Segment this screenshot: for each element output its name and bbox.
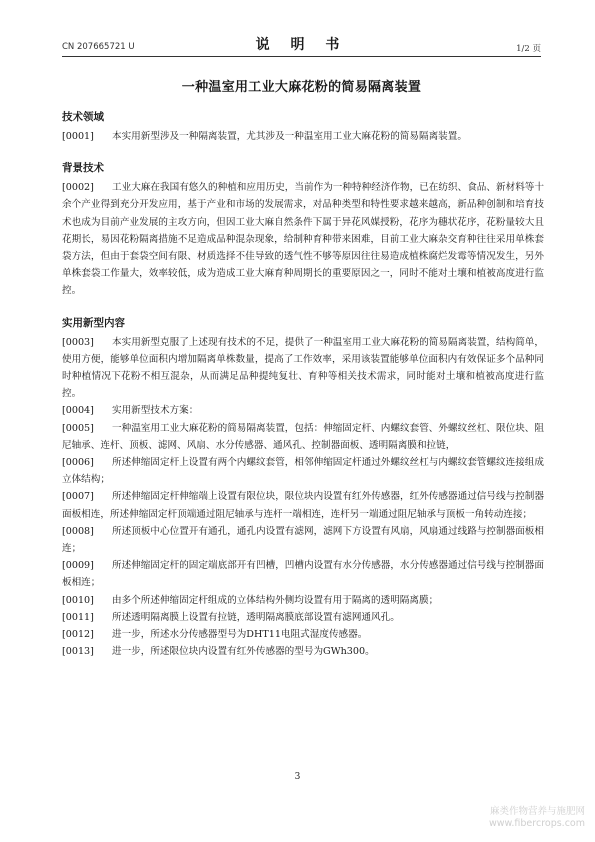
paragraph [62, 402, 544, 419]
paragraph-text: 进一步，所述限位块内设置有红外传感器的型号为GWh300。 [112, 646, 375, 658]
paragraph-number: [0012] [62, 629, 94, 641]
paragraph [62, 557, 544, 591]
paragraph-number: [0009] [62, 560, 94, 572]
paragraph [62, 488, 544, 522]
watermark-line: 麻类作物营养与施肥网 [489, 806, 585, 817]
paragraph-text: 所述伸缩固定杆的固定端底部开有凹槽，凹槽内设置有水分传感器，水分传感器通过信号线与控制器面板相连； [62, 560, 544, 589]
paragraph [62, 643, 544, 660]
watermark-url: www.fibercrops.com [488, 818, 585, 829]
paragraph [62, 626, 544, 643]
paragraph-number: [0007] [62, 491, 94, 503]
document-type: 说 明 书 [255, 37, 348, 53]
paragraph-number: [0001] [62, 131, 94, 142]
paragraph [62, 128, 544, 145]
paragraph-number: [0006] [62, 457, 94, 469]
page-number: 3 [294, 772, 301, 782]
paragraph-text: 所述伸缩固定杆伸缩端上设置有限位块，限位块内设置有红外传感器，红外传感器通过信号线与控制器面板相连，所述伸缩固定杆顶端通过阻尼轴承与连杆一端相连，连杆另一端通过阻尼轴承与顶板一角转动连接； [62, 491, 544, 520]
paragraph [62, 454, 544, 488]
paragraph [62, 334, 544, 403]
paragraph-text: 一种温室用工业大麻花粉的简易隔离装置，包括：伸缩固定杆、内螺纹套管、外螺纹丝杠、限位块、阻尼轴承、连杆、顶板、滤网、风扇、水分传感器、通风孔、控制器面板、透明隔离膜和拉链， [62, 422, 544, 451]
paragraph-text: 本实用新型涉及一种隔离装置，尤其涉及一种温室用工业大麻花粉的简易隔离装置。 [112, 131, 467, 142]
paragraph-number: [0011] [62, 611, 94, 623]
paragraph-number: [0002] [62, 182, 94, 194]
paragraph-text: 所述伸缩固定杆上设置有两个内螺纹套管，相邻伸缩固定杆通过外螺纹丝杠与内螺纹套管螺纹连接组成立体结构； [62, 457, 544, 486]
section-heading: 实用新型内容 [62, 316, 125, 329]
paragraph-text: 由多个所述伸缩固定杆组成的立体结构外侧均设置有用于隔离的透明隔离膜； [112, 594, 439, 606]
paragraph [62, 179, 544, 299]
section-utility-model-content [62, 316, 544, 661]
paragraph-number: [0003] [62, 336, 94, 348]
paragraph [62, 523, 544, 557]
paragraph-text: 所述透明隔离膜上设置有拉链，透明隔离膜底部设置有滤网通风孔。 [112, 611, 400, 623]
section-technical-field [62, 110, 544, 145]
document-body [62, 110, 544, 660]
paragraph-number: [0008] [62, 525, 94, 537]
section-heading: 技术领域 [62, 111, 104, 123]
paragraph-number: [0013] [62, 646, 94, 658]
paragraph [62, 609, 544, 626]
section-background [62, 161, 544, 299]
paragraph-text: 实用新型技术方案： [112, 405, 199, 417]
section-heading: 背景技术 [62, 162, 104, 175]
paragraph-text: 工业大麻在我国有悠久的种植和应用历史，当前作为一种特种经济作物，已在纺织、食品、新材料等十余个产业得到充分开发应用，基于产业和市场的发展需求，对品种类型和特性要求越来越高，新品种创制和培育技术也成为目前产业发展的主攻方向，但因工业大麻自然条件下属于异花风媒授粉，花序为穗状花序，花粉量较大且花期长，易因花粉隔离措施不足造成品种混杂现象，给制种育种带来困难，目前工业大麻杂交育种往往采用单株套袋方法，但由于套袋空间有限、材质选择不佳导致的透气性不够等原因往往易造成植株腐烂发霉等情况发生，另外单株套袋工作量大，效率较低，成为造成工业大麻育种周期长的重要原因之一，同时不能对土壤和植被高度进行监控。 [62, 182, 544, 297]
paragraph-text: 进一步，所述水分传感器型号为DHT11电阻式湿度传感器。 [112, 629, 368, 641]
watermark [489, 806, 585, 830]
paragraph [62, 420, 544, 454]
paragraph-number: [0005] [62, 422, 94, 434]
paragraph [62, 592, 544, 609]
paragraph-text: 所述顶板中心位置开有通孔，通孔内设置有滤网，滤网下方设置有风扇，风扇通过线路与控制器面板相连； [62, 525, 544, 555]
publication-number: CN 207665721 U [62, 42, 135, 52]
paragraph-text: 本实用新型克服了上述现有技术的不足，提供了一种温室用工业大麻花粉的简易隔离装置，结构简单，使用方便，能够单位面积内增加隔离单株数量，提高了工作效率，采用该装置能够单位面积内有效保证多个品种同时种植情况下花粉不相互混杂，从而满足品种提纯复壮、育种等相关技术需求，同时能对土壤和植被高度进行监控。 [62, 336, 544, 400]
page-header [62, 34, 541, 57]
page-indicator: 1/2 页 [516, 44, 541, 54]
paragraph-number: [0010] [62, 594, 94, 606]
paragraph-number: [0004] [62, 405, 94, 417]
document-title: 一种温室用工业大麻花粉的简易隔离装置 [181, 80, 422, 95]
